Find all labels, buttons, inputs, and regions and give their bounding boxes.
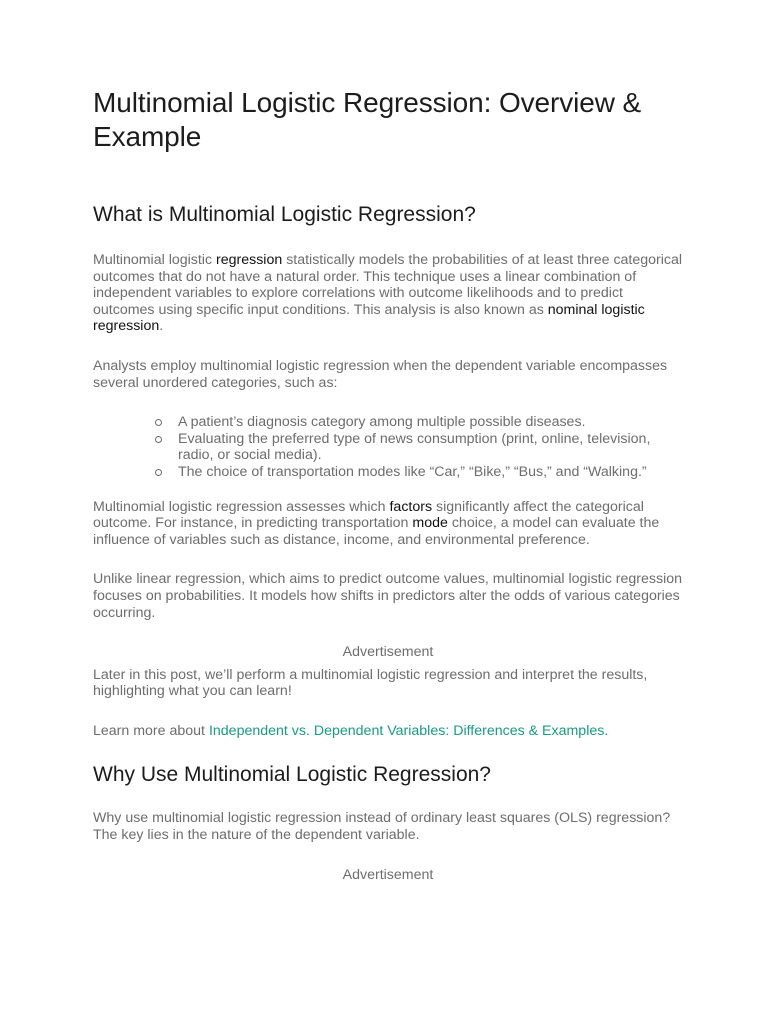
- document-page: [93, 86, 683, 883]
- paragraph-text: Multinomial logistic regression assesses which: [93, 498, 390, 515]
- examples-list: [93, 414, 683, 480]
- regression-link[interactable]: regression: [216, 252, 283, 268]
- paragraph-why-use: Why use multinomial logistic regression instead of ordinary least squares (OLS) regression? The key lies in the nature of the dependent variable.: [93, 810, 671, 844]
- factors-link[interactable]: factors: [389, 498, 433, 515]
- hollow-bullet-icon: [155, 436, 162, 443]
- paragraph-usage: Analysts employ multinomial logistic regression when the dependent variable encompasses several unordered categories, such as:: [93, 357, 668, 391]
- paragraph-text: choice, a model can evaluate the influence of variables such as distance, income, and environmental preference.: [93, 515, 660, 548]
- paragraph-definition: [93, 252, 683, 335]
- mode-link[interactable]: mode: [412, 515, 448, 532]
- list-item: A patient’s diagnosis category among multiple possible diseases.: [155, 414, 683, 431]
- paragraph-text: .: [604, 722, 609, 739]
- paragraph-factors: [93, 499, 683, 549]
- paragraph-text: significantly affect the categorical outcome. For instance, in predicting transportation: [93, 498, 644, 532]
- page-title: Multinomial Logistic Regression: Overview & Example: [93, 87, 642, 152]
- independent-vs-dependent-link[interactable]: Independent vs. Dependent Variables: Differences & Examples: [208, 722, 605, 739]
- section-heading-why-use: Why Use Multinomial Logistic Regression?: [93, 763, 491, 787]
- hollow-bullet-icon: [155, 469, 162, 476]
- list-item: The choice of transportation modes like “Car,” “Bike,” “Bus,” and “Walking.”: [155, 464, 683, 481]
- paragraph-text: Multinomial logistic: [93, 252, 216, 268]
- paragraph-text: .: [159, 318, 164, 335]
- hollow-bullet-icon: [155, 419, 162, 426]
- nominal-logistic-regression-link[interactable]: nominal logistic regression: [93, 301, 645, 335]
- advertisement-label: Advertisement: [342, 866, 434, 883]
- paragraph-later: Later in this post, we’ll perform a multinomial logistic regression and interpret the results, highlighting what you can learn!: [93, 666, 648, 700]
- paragraph-text: statistically models the probabilities of at least three categorical outcomes that do not have a natural order. This technique uses a linear combination of independent variables to explore correlations with outcome likelihoods and to predict outcomes using specific input conditions. This analysis is also known as: [93, 252, 683, 318]
- paragraph-learn-more: [93, 723, 683, 740]
- advertisement-label: Advertisement: [342, 644, 434, 661]
- section-heading-what-is: What is Multinomial Logistic Regression?: [93, 203, 476, 226]
- paragraph-text: Learn more about: [93, 722, 209, 739]
- list-item: Evaluating the preferred type of news consumption (print, online, television, radio, or social media).: [155, 431, 683, 464]
- paragraph-linear-comparison: Unlike linear regression, which aims to predict outcome values, multinomial logistic regression focuses on probabilities. It models how shifts in predictors alter the odds of various categories occurring.: [93, 571, 683, 621]
